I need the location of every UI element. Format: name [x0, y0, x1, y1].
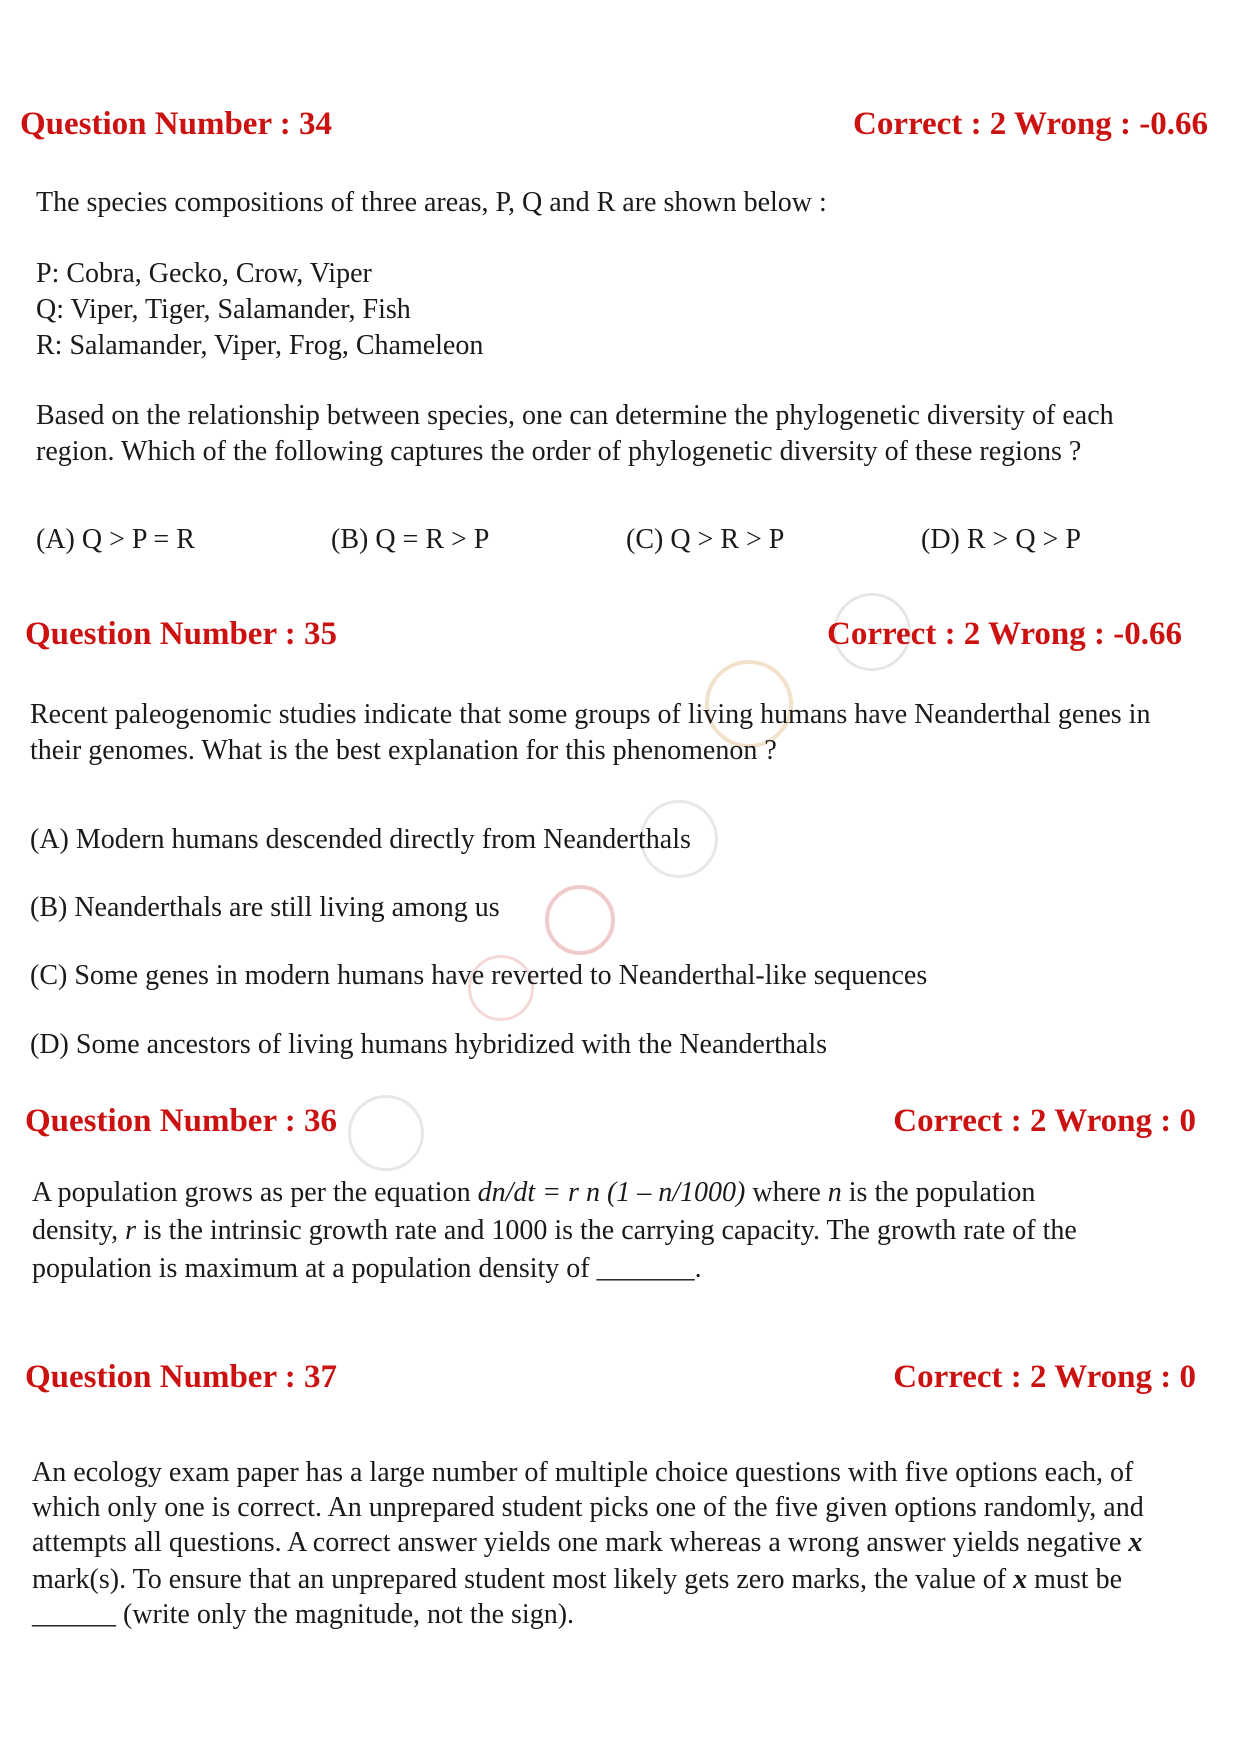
q34-header: Question Number : 34	[20, 106, 332, 142]
q36-line-1-a: A population grows as per the equation	[32, 1177, 478, 1208]
q34-option-a: (A) Q > P = R	[36, 524, 195, 555]
q34-option-b: (B) Q = R > P	[331, 524, 490, 555]
q35-option-b: (B) Neanderthals are still living among us	[30, 892, 500, 923]
q36-line-2-a: density,	[32, 1215, 126, 1246]
q36-line-3: population is maximum at a population density of _______.	[32, 1253, 702, 1284]
q34-option-c: (C) Q > R > P	[626, 524, 785, 555]
q34-question-line-2: region. Which of the following captures the order of phylogenetic diversity of these regions ?	[36, 436, 1082, 467]
q37-marks: Correct : 2 Wrong : 0	[893, 1359, 1196, 1395]
watermark-seal-4	[545, 885, 615, 955]
q35-option-a: (A) Modern humans descended directly from Neanderthals	[30, 824, 691, 855]
q34-line-p: P: Cobra, Gecko, Crow, Viper	[36, 258, 372, 289]
q37-line-1: An ecology exam paper has a large number of multiple choice questions with five options each, of	[32, 1457, 1134, 1488]
q37-line-4	[32, 1562, 1122, 1598]
q36-marks: Correct : 2 Wrong : 0	[893, 1103, 1196, 1139]
q37-line-3	[32, 1525, 1142, 1561]
q36-line-1-b: where	[745, 1177, 828, 1208]
q34-line-q: Q: Viper, Tiger, Salamander, Fish	[36, 294, 411, 325]
q36-var-n: n	[827, 1177, 842, 1208]
q36-line-1	[32, 1175, 1035, 1211]
q35-question-line-1: Recent paleogenomic studies indicate that some groups of living humans have Neanderthal genes in	[30, 699, 1151, 730]
q35-question-line-2: their genomes. What is the best explanation for this phenomenon ?	[30, 735, 777, 766]
q37-line-4-a: mark(s). To ensure that an unprepared student most likely gets zero marks, the value of	[32, 1564, 1014, 1595]
q36-line-1-c: is the population	[841, 1177, 1036, 1208]
q35-option-d: (D) Some ancestors of living humans hybridized with the Neanderthals	[30, 1029, 828, 1060]
q37-line-5: ______ (write only the magnitude, not the sign).	[32, 1599, 575, 1630]
q34-intro: The species compositions of three areas, P, Q and R are shown below :	[36, 187, 827, 218]
q36-line-2-b: is the intrinsic growth rate and 1000 is the carrying capacity. The growth rate of the	[135, 1215, 1077, 1246]
q37-line-4-b: must be	[1027, 1564, 1123, 1595]
q37-line-2: which only one is correct. An unprepared student picks one of the five given options randomly, and	[32, 1492, 1144, 1523]
q37-var-x-1: x	[1128, 1527, 1143, 1558]
q34-line-r: R: Salamander, Viper, Frog, Chameleon	[36, 330, 484, 361]
q35-option-c: (C) Some genes in modern humans have reverted to Neanderthal-like sequences	[30, 960, 928, 991]
q34-option-d: (D) R > Q > P	[921, 524, 1081, 555]
q35-marks: Correct : 2 Wrong : -0.66	[827, 616, 1182, 652]
q37-header: Question Number : 37	[25, 1359, 337, 1395]
q36-equation: dn/dt = r n (1 – n/1000)	[477, 1177, 746, 1208]
q37-line-3-a: attempts all questions. A correct answer yields one mark whereas a wrong answer yields negative	[32, 1527, 1129, 1558]
q37-var-x-2: x	[1013, 1564, 1028, 1595]
q36-var-r: r	[125, 1215, 136, 1246]
q36-line-2	[32, 1213, 1077, 1249]
watermark-seal-6	[348, 1095, 424, 1171]
q36-header: Question Number : 36	[25, 1103, 337, 1139]
q34-marks: Correct : 2 Wrong : -0.66	[853, 106, 1208, 142]
q35-header: Question Number : 35	[25, 616, 337, 652]
q34-question-line-1: Based on the relationship between species, one can determine the phylogenetic diversity of each	[36, 400, 1114, 431]
